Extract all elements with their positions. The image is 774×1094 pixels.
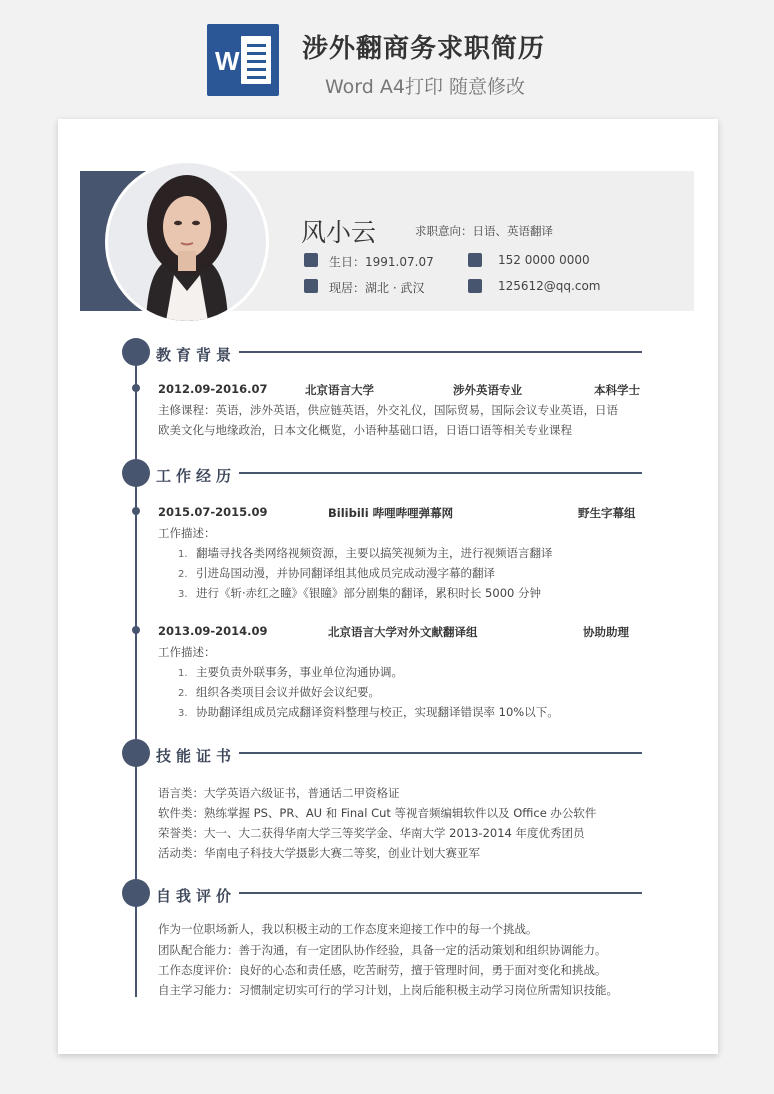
- edu-major: 涉外英语专业: [453, 383, 522, 397]
- edu-school: 北京语言大学: [305, 383, 374, 397]
- mail-icon: [468, 279, 482, 293]
- section-title-self: 自我评价: [156, 887, 237, 905]
- edu-courses-line: 主修课程：英语，涉外英语，供应链英语，外交礼仪，国际贸易，国际会议专业英语，日语: [158, 403, 618, 417]
- edu-courses-line: 欧美文化与地缘政治，日本文化概览，小语种基础口语，日语口语等相关专业课程: [158, 423, 572, 437]
- phone-icon: [468, 253, 482, 267]
- calendar-icon: [304, 253, 318, 267]
- job-org: Bilibili 哔哩哔哩弹幕网: [328, 506, 454, 520]
- mouse-icon: [122, 739, 150, 767]
- list-item: 3. 进行《斩·赤红之瞳》《银瞳》部分剧集的翻译，累积时长 5000 分钟: [178, 586, 541, 600]
- skill-line: 软件类：熟练掌握 PS、PR、AU 和 Final Cut 等视音频编辑软件以及 Office 办公软件: [158, 806, 597, 820]
- job-desc-label: 工作描述：: [158, 645, 216, 659]
- candidate-name: 风小云: [301, 218, 377, 247]
- banner-subtitle: Word A4打印 随意修改: [325, 76, 526, 98]
- skill-line: 语言类：大学英语六级证书，普通话二甲资格证: [158, 786, 400, 800]
- location-icon: [304, 279, 318, 293]
- word-logo-icon: [207, 24, 279, 96]
- job-intent: 求职意向：日语、英语翻译: [415, 224, 553, 238]
- email: 125612@qq.com: [498, 279, 601, 293]
- chart-icon: [122, 459, 150, 487]
- avatar: [108, 163, 266, 321]
- section-divider: [239, 472, 642, 474]
- section-title-work: 工作经历: [156, 467, 237, 485]
- location: 现居：湖北 · 武汉: [329, 281, 425, 295]
- section-title-education: 教育背景: [156, 346, 237, 364]
- self-eval-line: 自主学习能力：习惯制定切实可行的学习计划，上岗后能积极主动学习岗位所需知识技能。: [158, 983, 618, 997]
- list-item: 1. 翻墙寻找各类网络视频资源，主要以搞笑视频为主，进行视频语言翻译: [178, 546, 553, 560]
- self-eval-line: 作为一位职场新人，我以积极主动的工作态度来迎接工作中的每一个挑战。: [158, 922, 538, 936]
- resume-page: [58, 119, 718, 1054]
- banner-title: 涉外翻商务求职简历: [302, 34, 546, 64]
- skill-line: 活动类：华南电子科技大学摄影大赛二等奖，创业计划大赛亚军: [158, 846, 480, 860]
- edu-period: 2012.09-2016.07: [158, 382, 268, 396]
- job-role: 协助助理: [583, 625, 629, 639]
- section-divider: [239, 752, 642, 754]
- section-title-skills: 技能证书: [156, 747, 237, 765]
- timeline-dot: [132, 507, 140, 515]
- job-period: 2013.09-2014.09: [158, 624, 268, 638]
- edu-degree: 本科学士: [594, 383, 640, 397]
- job-role: 野生字幕组: [578, 506, 636, 520]
- section-divider: [239, 892, 642, 894]
- list-item: 1. 主要负责外联事务，事业单位沟通协调。: [178, 665, 403, 679]
- person-icon: [122, 879, 150, 907]
- word-logo-letter: W: [215, 46, 240, 76]
- top-banner: [0, 0, 774, 110]
- list-item: 2. 引进岛国动漫，并协同翻译组其他成员完成动漫字幕的翻译: [178, 566, 495, 580]
- timeline-dot: [132, 626, 140, 634]
- graduation-cap-icon: [122, 338, 150, 366]
- job-org: 北京语言大学对外文献翻译组: [328, 625, 478, 639]
- list-item: 3. 协助翻译组成员完成翻译资料整理与校正，实现翻译错误率 10%以下。: [178, 705, 559, 719]
- self-eval-line: 工作态度评价：良好的心态和责任感，吃苦耐劳，擅于管理时间，勇于面对变化和挑战。: [158, 963, 607, 977]
- birth-date: 生日：1991.07.07: [329, 255, 434, 269]
- timeline-dot: [132, 384, 140, 392]
- job-period: 2015.07-2015.09: [158, 505, 268, 519]
- phone-number: 152 0000 0000: [498, 253, 590, 267]
- skill-line: 荣誉类：大一、大二获得华南大学三等奖学金、华南大学 2013-2014 年度优秀团员: [158, 826, 585, 840]
- self-eval-line: 团队配合能力：善于沟通，有一定团队协作经验，具备一定的活动策划和组织协调能力。: [158, 943, 607, 957]
- list-item: 2. 组织各类项目会议并做好会议纪要。: [178, 685, 380, 699]
- job-desc-label: 工作描述：: [158, 526, 216, 540]
- section-divider: [239, 351, 642, 353]
